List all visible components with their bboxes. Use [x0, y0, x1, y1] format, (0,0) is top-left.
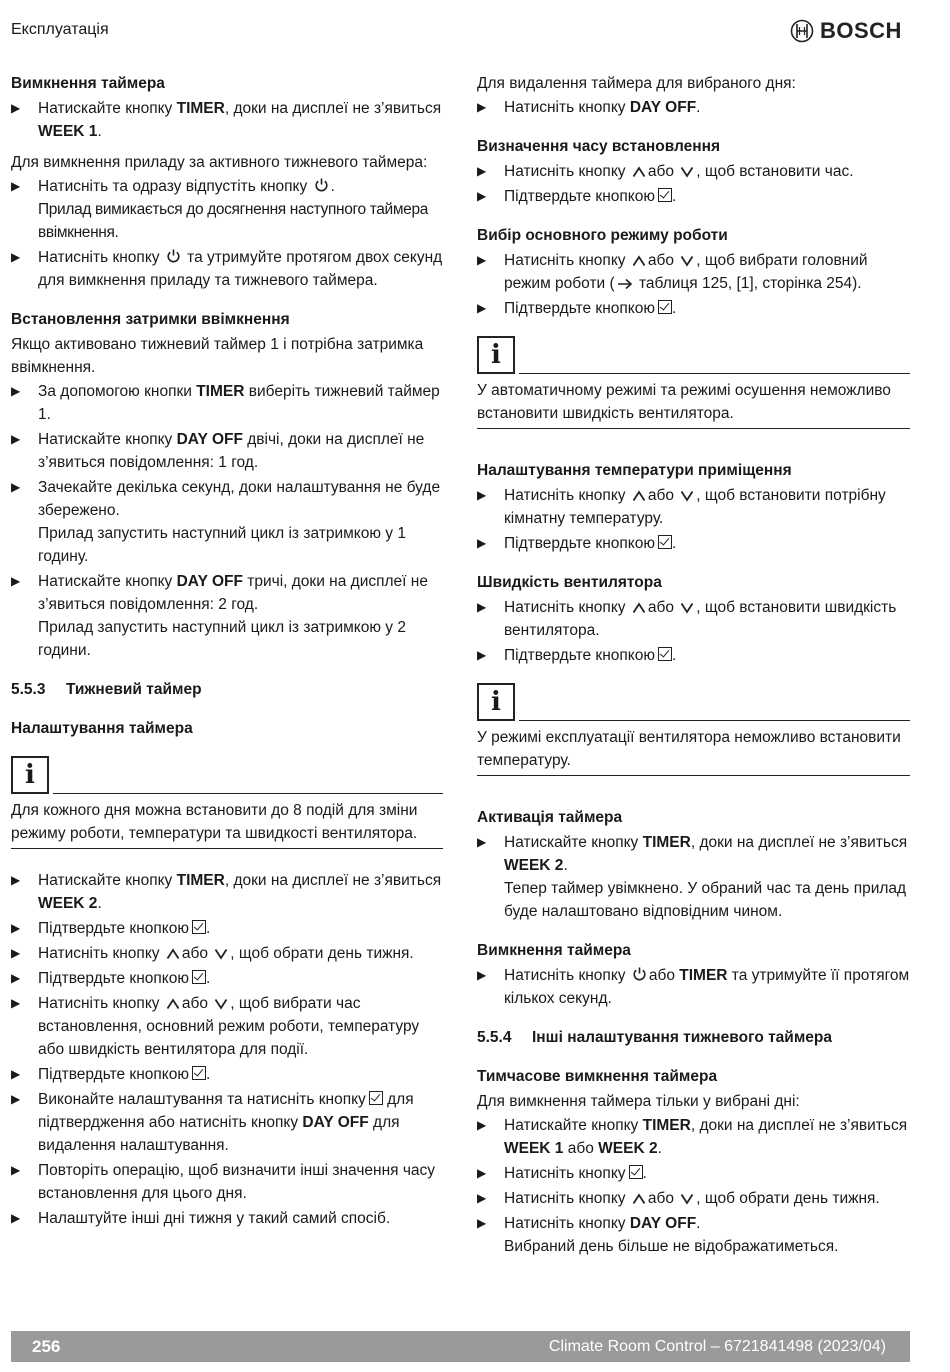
heading-temp-off: Тимчасове вимкнення таймера [477, 1068, 718, 1085]
list-item: ▶ Натисніть кнопку або , щоб обрати день тижня. [477, 1187, 910, 1210]
chevron-down-icon [680, 255, 694, 267]
checkbox-icon [658, 300, 672, 314]
running-header: Експлуатація [11, 21, 109, 38]
chevron-up-icon [166, 948, 180, 960]
triangle-bullet-icon: ▶ [477, 835, 487, 849]
heading-timer-off: Вимкнення таймера [11, 75, 165, 92]
list-item: ▶ Натисніть кнопку або , щоб вибрати головний режим роботи ( таблиця 125, [1], сторінка 254). [477, 249, 910, 295]
triangle-bullet-icon: ▶ [11, 1067, 21, 1081]
bosch-logo [790, 17, 902, 45]
triangle-bullet-icon: ▶ [477, 968, 487, 982]
triangle-bullet-icon: ▶ [477, 164, 487, 178]
triangle-bullet-icon: ▶ [477, 600, 487, 614]
heading-main-mode: Вибір основного режиму роботи [477, 227, 728, 244]
brand-name: BOSCH [820, 18, 902, 43]
list-item: ▶ Виконайте налаштування та натисніть кнопку для підтвердження або натисніть кнопку DAY OFF для видалення налаштування. [11, 1088, 443, 1157]
chevron-down-icon [214, 998, 228, 1010]
heading-room-temp: Налаштування температури приміщення [477, 462, 792, 479]
arrow-right-icon [617, 278, 633, 290]
triangle-bullet-icon: ▶ [11, 921, 21, 935]
list-item: ▶ Натискайте кнопку TIMER, доки на дисплеї не з’явиться WEEK 1. [11, 97, 443, 143]
info-note: i У автоматичному режимі та режимі осушення неможливо встановити швидкість вентилятора. [477, 332, 910, 429]
triangle-bullet-icon: ▶ [11, 1092, 21, 1106]
triangle-bullet-icon: ▶ [11, 480, 21, 494]
checkbox-icon [192, 1066, 206, 1080]
checkbox-icon [192, 920, 206, 934]
list-item: ▶ Підтвердьте кнопкою . [477, 185, 910, 208]
heading-set-time: Визначення часу встановлення [477, 138, 721, 155]
paragraph: Для видалення таймера для вибраного дня: [477, 75, 796, 92]
chevron-up-icon [166, 998, 180, 1010]
triangle-bullet-icon: ▶ [477, 488, 487, 502]
triangle-bullet-icon: ▶ [477, 100, 487, 114]
heading-timer-off-2: Вимкнення таймера [477, 942, 631, 959]
triangle-bullet-icon: ▶ [11, 250, 21, 264]
info-note: i У режимі експлуатації вентилятора неможливо встановити температуру. [477, 679, 910, 776]
list-item: ▶ Натисніть кнопку DAY OFF. Вибраний день більше не відображатиметься. [477, 1212, 910, 1258]
section-heading: 5.5.3 Тижневий таймер [11, 681, 202, 698]
triangle-bullet-icon: ▶ [11, 971, 21, 985]
heading-timer-activation: Активація таймера [477, 809, 623, 826]
paragraph: Для вимкнення приладу за активного тижневого таймера: [11, 154, 428, 171]
checkbox-icon [658, 535, 672, 549]
heading-timer-setup: Налаштування таймера [11, 720, 193, 737]
paragraph: Для вимкнення таймера тільки у вибрані дні: [477, 1093, 800, 1110]
triangle-bullet-icon: ▶ [477, 1191, 487, 1205]
triangle-bullet-icon: ▶ [11, 1163, 21, 1177]
power-icon [166, 248, 181, 264]
chevron-up-icon [632, 602, 646, 614]
list-item: ▶ Підтвердьте кнопкою . [477, 644, 910, 667]
triangle-bullet-icon: ▶ [11, 574, 21, 588]
power-icon [632, 966, 647, 982]
list-item: ▶ Натискайте кнопку TIMER, доки на дисплеї не з’явиться WEEK 2. [11, 869, 443, 915]
triangle-bullet-icon: ▶ [477, 1118, 487, 1132]
left-column [11, 72, 443, 1232]
list-item: ▶ Натисніть кнопку DAY OFF. [477, 96, 910, 119]
chevron-down-icon [680, 166, 694, 178]
list-item: ▶ Натисніть кнопку або , щоб встановити час. [477, 160, 910, 183]
power-icon [314, 177, 329, 193]
checkbox-icon [192, 970, 206, 984]
right-column [477, 72, 910, 1260]
list-item: ▶ Підтвердьте кнопкою . [11, 917, 443, 940]
section-heading: 5.5.4 Інші налаштування тижневого таймера [477, 1029, 833, 1046]
triangle-bullet-icon: ▶ [477, 648, 487, 662]
paragraph: Якщо активовано тижневий таймер 1 і потрібна затримка ввімкнення. [11, 336, 424, 376]
triangle-bullet-icon: ▶ [11, 179, 21, 193]
list-item: ▶ Натискайте кнопку TIMER, доки на дисплеї не з’явиться WEEK 2. Тепер таймер увімкнено. У обраний час та день прилад буде налаштовано відповідним чином. [477, 831, 910, 923]
triangle-bullet-icon: ▶ [477, 301, 487, 315]
triangle-bullet-icon: ▶ [11, 432, 21, 446]
list-item: ▶ Підтвердьте кнопкою . [11, 1063, 443, 1086]
page-number: 256 [32, 1336, 61, 1356]
list-item: ▶ За допомогою кнопки TIMER виберіть тижневий таймер 1. [11, 380, 443, 426]
list-item: ▶ Натисніть кнопку та утримуйте протягом двох секунд для вимкнення приладу та тижневого таймера. [11, 246, 443, 292]
list-item: ▶ Натискайте кнопку DAY OFF тричі, доки на дисплеї не з’явиться повідомлення: 2 год. Прилад запустить наступний цикл із затримкою у 2 години. [11, 570, 443, 662]
list-item: ▶ Натисніть кнопку або TIMER та утримуйте її протягом кількох секунд. [477, 964, 910, 1010]
info-icon: i [477, 683, 515, 721]
list-item: ▶ Зачекайте декілька секунд, доки налаштування не буде збережено. Прилад запустить наступний цикл із затримкою у 1 годину. [11, 476, 443, 568]
list-item: ▶ Натисніть кнопку або , щоб встановити швидкість вентилятора. [477, 596, 910, 642]
chevron-up-icon [632, 490, 646, 502]
page-footer [11, 1331, 910, 1362]
chevron-up-icon [632, 255, 646, 267]
document-id: Climate Room Control – 6721841498 (2023/04) [548, 1337, 886, 1355]
triangle-bullet-icon: ▶ [477, 536, 487, 550]
triangle-bullet-icon: ▶ [477, 1166, 487, 1180]
checkbox-icon [658, 188, 672, 202]
triangle-bullet-icon: ▶ [11, 873, 21, 887]
list-item: ▶ Підтвердьте кнопкою . [477, 532, 910, 555]
triangle-bullet-icon: ▶ [11, 946, 21, 960]
triangle-bullet-icon: ▶ [477, 253, 487, 267]
triangle-bullet-icon: ▶ [11, 384, 21, 398]
list-item: ▶ Підтвердьте кнопкою . [477, 297, 910, 320]
chevron-down-icon [680, 490, 694, 502]
triangle-bullet-icon: ▶ [477, 1216, 487, 1230]
chevron-up-icon [632, 166, 646, 178]
info-icon: i [477, 336, 515, 374]
list-item: ▶ Підтвердьте кнопкою . [11, 967, 443, 990]
triangle-bullet-icon: ▶ [11, 1211, 21, 1225]
triangle-bullet-icon: ▶ [11, 101, 21, 115]
checkbox-icon [629, 1165, 643, 1179]
info-icon: i [11, 756, 49, 794]
chevron-down-icon [680, 1193, 694, 1205]
list-item: ▶ Натисніть кнопку . [477, 1162, 910, 1185]
chevron-up-icon [632, 1193, 646, 1205]
list-item: ▶ Натисніть кнопку або , щоб обрати день тижня. [11, 942, 443, 965]
chevron-down-icon [214, 948, 228, 960]
triangle-bullet-icon: ▶ [11, 996, 21, 1010]
list-item: ▶ Повторіть операцію, щоб визначити інші значення часу встановлення для цього дня. [11, 1159, 443, 1205]
info-note: i Для кожного дня можна встановити до 8 подій для зміни режиму роботи, температури та швидкості вентилятора. [11, 752, 443, 849]
heading-delay: Встановлення затримки ввімкнення [11, 311, 290, 328]
checkbox-icon [658, 647, 672, 661]
list-item: ▶ Натискайте кнопку DAY OFF двічі, доки на дисплеї не з’явиться повідомлення: 1 год. [11, 428, 443, 474]
list-item: ▶ Натисніть кнопку або , щоб встановити потрібну кімнатну температуру. [477, 484, 910, 530]
triangle-bullet-icon: ▶ [477, 189, 487, 203]
chevron-down-icon [680, 602, 694, 614]
list-item: ▶ Налаштуйте інші дні тижня у такий самий спосіб. [11, 1207, 443, 1230]
bosch-armature-icon [790, 19, 814, 43]
checkbox-icon [369, 1091, 383, 1105]
list-item: ▶ Натисніть та одразу відпустіть кнопку . Прилад вимикається до досягнення наступного таймера ввімкнення. [11, 175, 443, 244]
list-item: ▶ Натискайте кнопку TIMER, доки на дисплеї не з’явиться WEEK 1 або WEEK 2. [477, 1114, 910, 1160]
list-item: ▶ Натисніть кнопку або , щоб вибрати час встановлення, основний режим роботи, температуру або швидкість вентилятора для події. [11, 992, 443, 1061]
heading-fan-speed: Швидкість вентилятора [477, 574, 662, 591]
